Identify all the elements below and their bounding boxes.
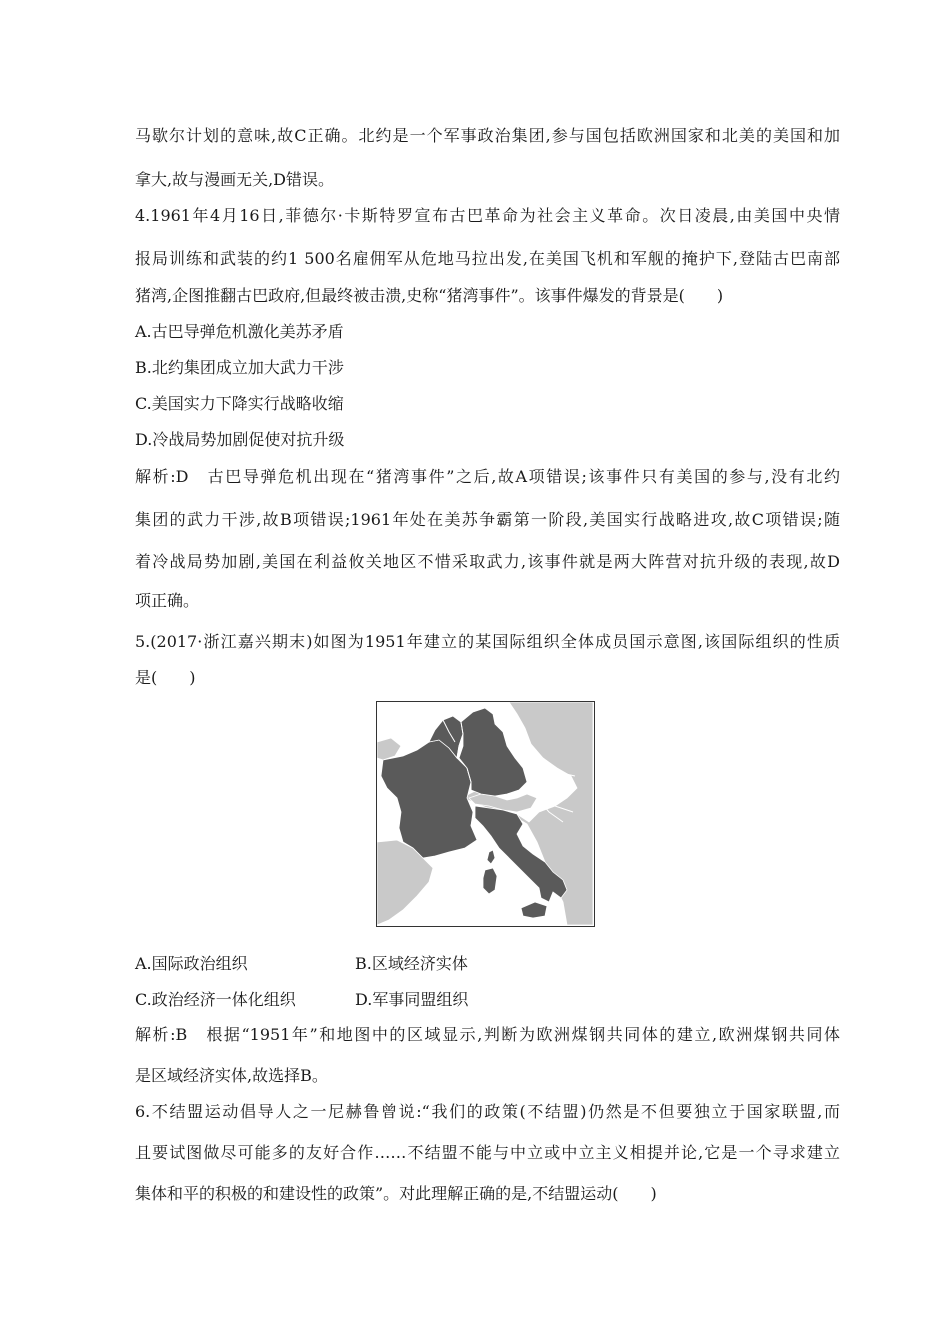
q5-analysis-line-1: 解析:B 根据“1951年”和地图中的区域显示,判断为欧洲煤钢共同体的建立,欧洲煤钢共同体 — [135, 1025, 840, 1044]
q6-stem-line-3: 集体和平的积极的和建设性的政策”。对此理解正确的是,不结盟运动( ) — [135, 1184, 657, 1203]
q6-stem-line-2: 且要试图做尽可能多的友好合作……不结盟不能与中立或中立主义相提并论,它是一个寻求建立 — [135, 1143, 840, 1162]
q4-option-d: D.冷战局势加剧促使对抗升级 — [135, 430, 345, 449]
q4-option-a: A.古巴导弹危机激化美苏矛盾 — [135, 322, 344, 341]
ecsc-member-map — [376, 701, 595, 927]
q5-stem-line-1: 5.(2017·浙江嘉兴期末)如图为1951年建立的某国际组织全体成员国示意图,该国际组织的性质 — [135, 632, 840, 651]
q4-analysis-line-1: 解析:D 古巴导弹危机出现在“猪湾事件”之后,故A项错误;该事件只有美国的参与,没有北约 — [135, 467, 840, 486]
q5-stem-line-2: 是( ) — [135, 668, 196, 687]
q4-option-c: C.美国实力下降实行战略收缩 — [135, 394, 344, 413]
q5-analysis-line-2: 是区域经济实体,故选择B。 — [135, 1066, 328, 1085]
q4-stem-line-3: 猪湾,企图推翻古巴政府,但最终被击溃,史称“猪湾事件”。该事件爆发的背景是( ) — [135, 286, 724, 305]
q6-stem-line-1: 6.不结盟运动倡导人之一尼赫鲁曾说:“我们的政策(不结盟)仍然是不但要独立于国家联盟,而 — [135, 1102, 840, 1121]
q4-option-b: B.北约集团成立加大武力干涉 — [135, 358, 344, 377]
q4-stem-line-2: 报局训练和武装的约1 500名雇佣军从危地马拉出发,在美国飞机和军舰的掩护下,登陆古巴南部 — [135, 249, 840, 268]
europe-map-figure — [377, 702, 593, 925]
q3-analysis-line-1: 马歇尔计划的意味,故C正确。北约是一个军事政治集团,参与国包括欧洲国家和北美的美国和加 — [135, 126, 840, 145]
map-member-sardinia — [483, 868, 497, 894]
q4-stem-line-1: 4.1961年4月16日,菲德尔·卡斯特罗宣布古巴革命为社会主义革命。次日凌晨,由美国中央情 — [135, 206, 840, 225]
q5-option-c: C.政治经济一体化组织 — [135, 990, 296, 1009]
q4-analysis-line-2: 集团的武力干涉,故B项错误;1961年处在美苏争霸第一阶段,美国实行战略进攻,故C项错误;随 — [135, 510, 840, 529]
q5-option-d: D.军事同盟组织 — [355, 990, 469, 1009]
q4-analysis-line-4: 项正确。 — [135, 591, 200, 610]
q3-analysis-line-2: 拿大,故与漫画无关,D错误。 — [135, 170, 335, 189]
q4-analysis-line-3: 着冷战局势加剧,美国在利益攸关地区不惜采取武力,该事件就是两大阵营对抗升级的表现,故D — [135, 552, 840, 571]
q5-option-b: B.区域经济实体 — [355, 954, 468, 973]
q5-option-a: A.国际政治组织 — [135, 954, 248, 973]
